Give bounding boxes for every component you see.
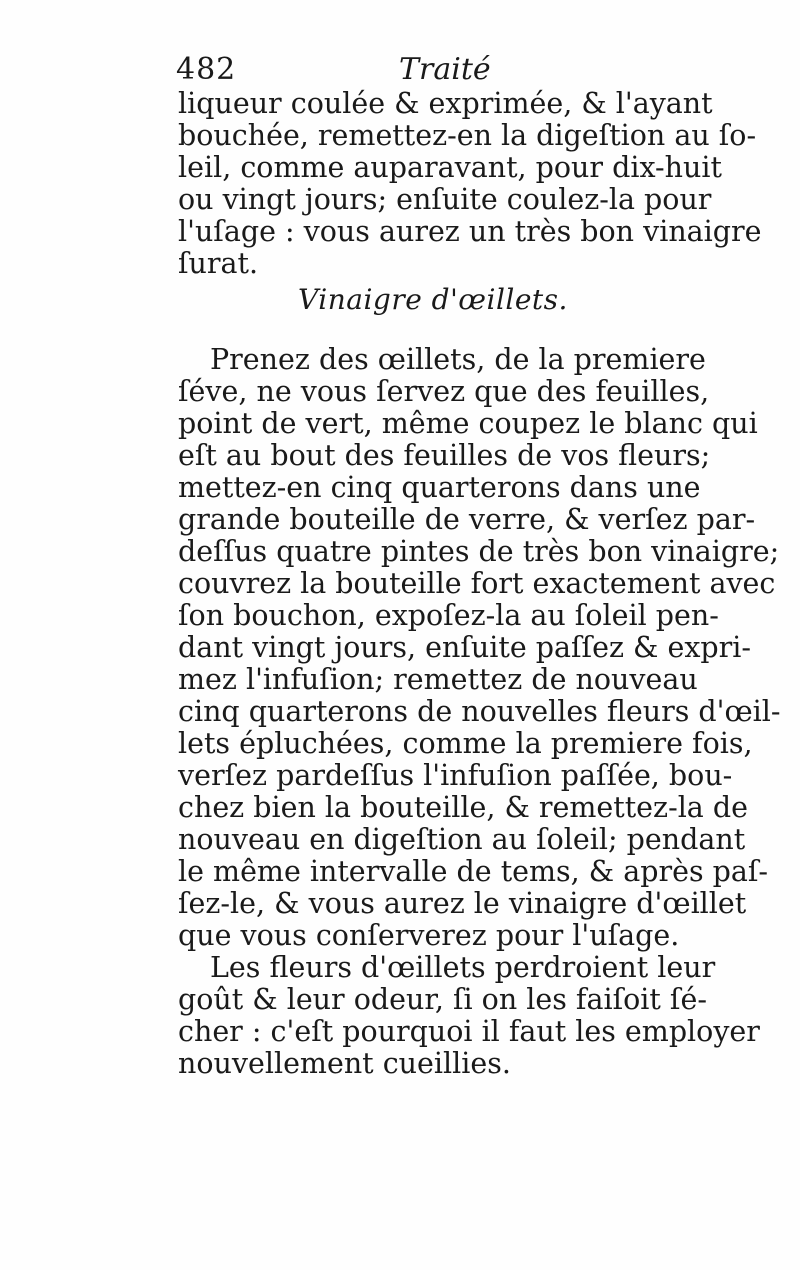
text-line: chez bien la bouteille, & remettez-la de [178, 791, 748, 824]
text-line: leil, comme auparavant, pour dix-huit [178, 151, 722, 184]
text-line: point de vert, même coupez le blanc qui [178, 407, 758, 440]
text-line: grande bouteille de verre, & verſez par- [178, 503, 756, 536]
text-line: ſéve, ne vous ſervez que des feuilles, [178, 375, 710, 408]
text-line: cher : c'eſt pourquoi il faut les employer [178, 1015, 760, 1048]
text-line: Prenez des œillets, de la premiere [210, 343, 706, 376]
text-line: que vous conſerverez pour l'uſage. [178, 919, 680, 952]
text-line: mez l'infuſion; remettez de nouveau [178, 663, 698, 696]
text-line: goût & leur odeur, ſi on les faiſoit ſé- [178, 983, 707, 1016]
text-line: ſurat. [178, 247, 259, 280]
text-line: deſſus quatre pintes de très bon vinaigre; [178, 535, 780, 568]
text-line: couvrez la bouteille fort exactement avec [178, 567, 776, 600]
text-line: eſt au bout des feuilles de vos fleurs; [178, 439, 711, 472]
text-line: l'uſage : vous aurez un très bon vinaigre [178, 215, 762, 248]
text-line: ſon bouchon, expoſez-la au ſoleil pen- [178, 599, 719, 632]
text-line: bouchée, remettez-en la digeſtion au ſo- [178, 119, 757, 152]
text-line: mettez-en cinq quarterons dans une [178, 471, 701, 504]
text-line: cinq quarterons de nouvelles fleurs d'œil- [178, 695, 781, 728]
text-line: dant vingt jours, enſuite paſſez & expri- [178, 631, 752, 664]
page-header-title: Traité [399, 52, 491, 87]
text-line: ou vingt jours; enſuite coulez-la pour [178, 183, 712, 216]
text-line: lets épluchées, comme la premiere fois, [178, 727, 753, 760]
text-line: ſez-le, & vous aurez le vinaigre d'œillet [178, 887, 747, 920]
text-line: Les fleurs d'œillets perdroient leur [210, 951, 716, 984]
text-line: nouvellement cueillies. [178, 1047, 511, 1080]
text-line: verſez pardeſſus l'infuſion paſſée, bou- [178, 759, 733, 792]
text-line: liqueur coulée & exprimée, & l'ayant [178, 87, 713, 120]
page-number: 482 [176, 52, 237, 87]
section-title: Vinaigre d'œillets. [298, 283, 568, 316]
text-line: nouveau en digeſtion au ſoleil; pendant [178, 823, 746, 856]
text-line: le même intervalle de tems, & après paſ- [178, 855, 769, 888]
running-head [176, 50, 696, 90]
